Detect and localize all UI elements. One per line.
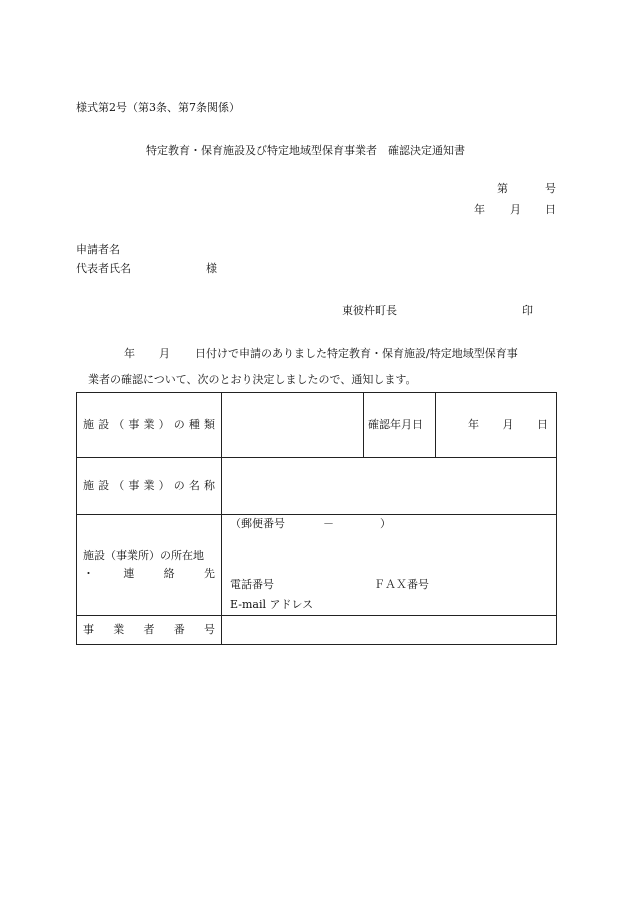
date-month: 月	[510, 203, 521, 216]
fax-label: ＦＡＸ番号	[374, 578, 429, 591]
email-label: E-mail アドレス	[230, 598, 314, 611]
location-label-line1: 施設（事業所）の所在地	[83, 549, 204, 562]
document-title: 特定教育・保育施設及び特定地域型保育事業者 確認決定通知書	[146, 144, 465, 157]
row-location-contact	[77, 515, 557, 616]
confirmation-table	[76, 392, 557, 645]
doc-number-dai: 第	[497, 182, 508, 195]
body-month: 月	[159, 347, 170, 360]
row-business-number	[77, 616, 557, 645]
facility-name-value[interactable]	[222, 458, 557, 515]
postal-label: （郵便番号	[230, 517, 285, 530]
confirm-date-month: 月	[502, 418, 514, 431]
representative-name-label: 代表者氏名	[76, 262, 131, 275]
facility-type-label-cell: 施 設 （ 事 業 ） の 種 類	[77, 393, 222, 458]
location-contact-value[interactable]	[222, 515, 557, 616]
business-number-value[interactable]	[222, 616, 557, 645]
confirm-date-value[interactable]	[436, 393, 557, 458]
applicant-name-label: 申請者名	[76, 243, 120, 256]
confirm-date-day: 日	[537, 418, 548, 431]
body-year: 年	[124, 347, 135, 360]
doc-number-go: 号	[545, 182, 556, 195]
form-number: 様式第2号（第3条、第7条関係）	[76, 101, 240, 114]
confirm-date-label-cell	[364, 393, 436, 458]
row-facility-type	[77, 393, 557, 458]
facility-type-value[interactable]	[222, 393, 364, 458]
postal-close: ）	[380, 517, 391, 530]
confirm-date-year: 年	[468, 418, 479, 431]
body-text-line1: 日付けで申請のありました特定教育・保育施設/特定地域型保育事	[195, 347, 518, 360]
date-day: 日	[545, 203, 556, 216]
confirm-date-label: 確認年月日	[368, 418, 423, 431]
date-year: 年	[474, 203, 485, 216]
honorific: 様	[206, 262, 217, 275]
facility-name-label-cell: 施 設 （ 事 業 ） の 名 称	[77, 458, 222, 515]
postal-dash: －	[323, 517, 334, 530]
row-facility-name	[77, 458, 557, 515]
issuer-name: 東彼杵町長	[342, 304, 397, 317]
location-label-cell: 施設（事業所）の所在地 ・ 連 絡 先	[77, 515, 222, 616]
phone-label: 電話番号	[230, 578, 274, 591]
seal-mark: 印	[522, 304, 533, 317]
body-text-line2: 業者の確認について、次のとおり決定しましたので、通知します。	[88, 373, 417, 386]
business-number-label-cell: 事 業 者 番 号	[77, 616, 222, 645]
